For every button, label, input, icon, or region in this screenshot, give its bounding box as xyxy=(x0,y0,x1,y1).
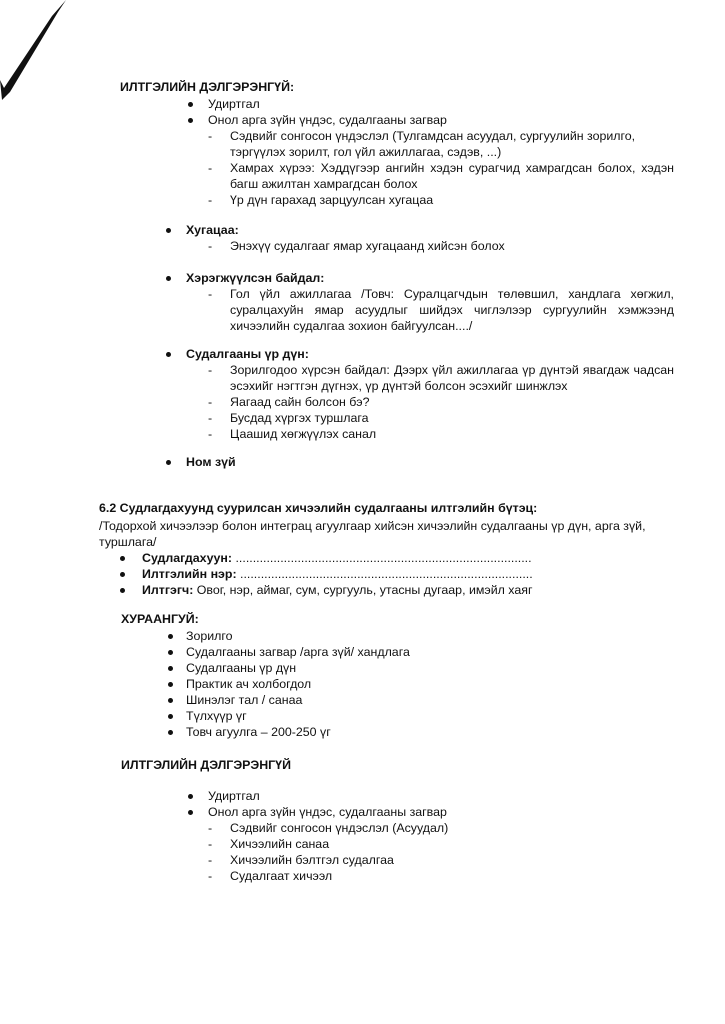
sub-item: - Энэхүү судалгааг ямар хугацаанд хийсэн болох xyxy=(208,239,505,253)
field-title: Илтгэлийн нэр: ..................................................................................... xyxy=(118,566,678,582)
list-item: Удиртгал xyxy=(184,788,584,804)
group-heading: Судалгааны үр дүн: xyxy=(162,346,674,362)
sub-item: - Сэдвийг сонгосон үндэслэл (Асуудал) xyxy=(208,821,449,835)
sub-item: - Зорилгодоо хүрсэн байдал: Дээрх үйл ажиллагаа үр дүнтэй явагдаж чадсан эсэхийг нэгтгэн дүгнэх, үр дүнтэй болсон эсэхийг шинжлэх xyxy=(208,363,674,393)
list-item: Онол арга зүйн үндэс, судалгааны загвар xyxy=(184,804,584,820)
sub-item: - Хичээлийн санаа xyxy=(208,837,330,851)
list-item: Шинэлэг тал / санаа xyxy=(164,692,564,708)
sub-item: - Яагаад сайн болсон бэ? xyxy=(208,395,370,409)
section-title: ИЛТГЭЛИЙН ДЭЛГЭРЭНГҮЙ xyxy=(121,758,291,772)
field-subject: Судлагдахуун: ...................................................................................... xyxy=(118,550,678,566)
list-item: Товч агуулга – 200-250 үг xyxy=(164,724,564,740)
list-item: Судалгааны үр дүн xyxy=(164,660,564,676)
sub-item: - Сэдвийг сонгосон үндэслэл (Тулгамдсан асуудал, сургуулийн зорилго, тэргүүлэх зорилт, гол үйл ажиллагаа, сэдэв, ...) xyxy=(208,129,636,159)
list-item: Зорилго xyxy=(164,628,564,644)
section-heading: 6.2 Судлагдахуунд суурилсан хичээлийн судалгааны илтгэлийн бүтэц: xyxy=(99,501,538,515)
list-item: Удиртгал xyxy=(184,96,674,112)
section-note: /Тодорхой хичээлээр болон интеграц агуулгаар хийсэн хичээлийн судалгааны үр дүн, арга зүй, туршлага/ xyxy=(99,519,646,549)
group-heading: Хугацаа: xyxy=(162,222,674,238)
sub-item: - Хамрах хүрээ: Хэддүгээр ангийн хэдэн сурагчид хамрагдсан болох, хэдэн багш ажилтан хамрагдсан болох xyxy=(208,161,674,191)
field-presenter: Илтгэгч: Овог, нэр, аймаг, сум, сургууль, утасны дугаар, имэйл хаяг xyxy=(118,582,678,598)
sub-item: - Үр дүн гарахад зарцуулсан хугацаа xyxy=(208,193,434,207)
sub-item: - Гол үйл ажиллагаа /Товч: Суралцагчдын төлөвшил, хандлага хөгжил, суралцахуйн ямар асуудлыг шийдэх чиглэлээр сургуулийн хэмжээнд хичээлийн судалгаа зохион байгуулсан..../ xyxy=(208,287,674,333)
sub-item: - Судалгаат хичээл xyxy=(208,869,333,883)
sub-item: - Цаашид хөгжүүлэх санал xyxy=(208,427,377,441)
checkmark-icon xyxy=(0,0,80,110)
sub-item: - Бусдад хүргэх туршлага xyxy=(208,411,369,425)
group-heading: Ном зүй xyxy=(162,454,674,470)
list-item: Түлхүүр үг xyxy=(164,708,564,724)
sub-item: - Хичээлийн бэлтгэл судалгаа xyxy=(208,853,394,867)
list-item: Судалгааны загвар /арга зүй/ хандлага xyxy=(164,644,564,660)
summary-title: ХУРААНГУЙ: xyxy=(121,612,199,626)
section-title: ИЛТГЭЛИЙН ДЭЛГЭРЭНГҮЙ: xyxy=(120,80,295,94)
group-heading: Хэрэгжүүлсэн байдал: xyxy=(162,270,674,286)
list-item: Практик ач холбогдол xyxy=(164,676,564,692)
list-item: Онол арга зүйн үндэс, судалгааны загвар xyxy=(184,112,674,128)
